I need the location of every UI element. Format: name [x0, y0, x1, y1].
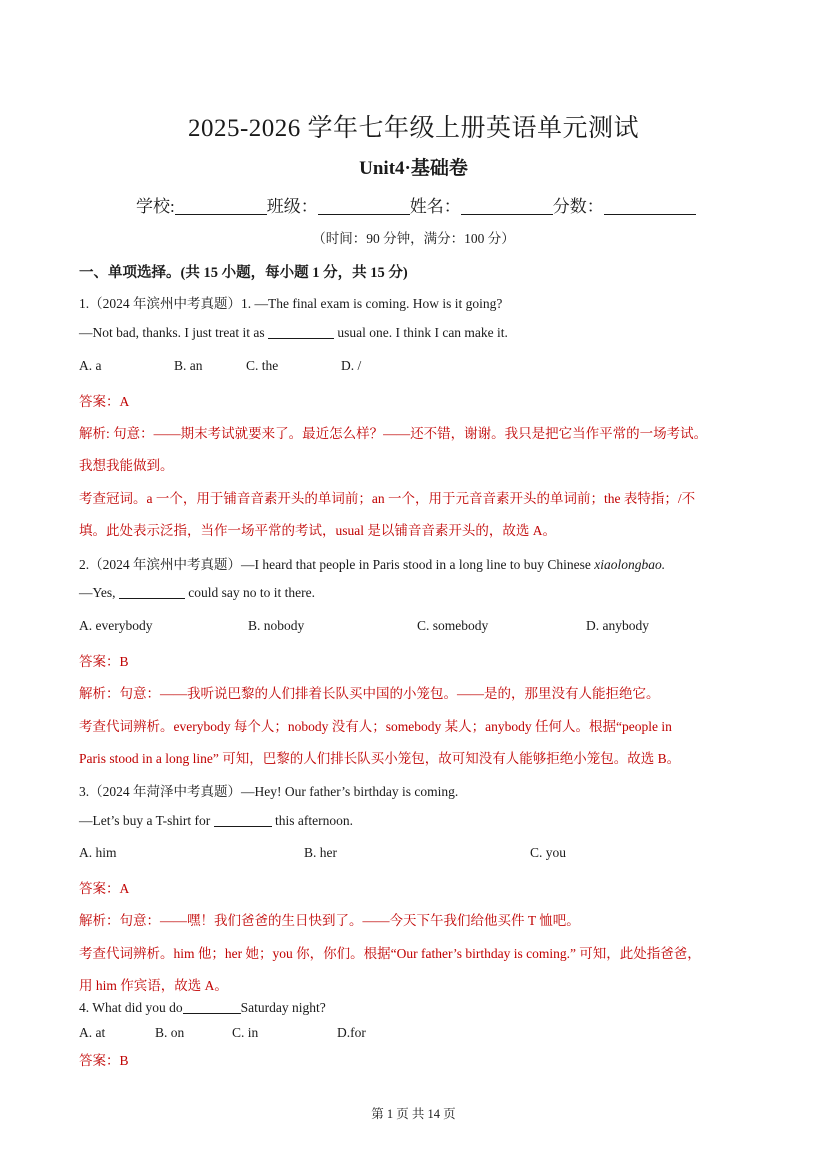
class-blank	[318, 196, 410, 215]
q2-answer: 答案：B	[79, 654, 129, 669]
q1-line2-a: —Not bad, thanks. I just treat it as	[79, 325, 265, 340]
name-blank	[461, 196, 553, 215]
document-subtitle: Unit4·基础卷	[359, 158, 468, 179]
q3-option-c: C. you	[530, 845, 567, 860]
q3-answer: 答案：A	[79, 881, 130, 896]
q1-stem: 1.（2024 年滨州中考真题）1. —The final exam is coming. How is it going?	[79, 296, 503, 311]
q2-explain-3: Paris stood in a long line” 可知，巴黎的人们排长队买小笼包，故可知没有人能够拒绝小笼包。故选 B。	[79, 751, 681, 766]
q1-option-c: C. the	[246, 358, 279, 373]
q4-answer: 答案：B	[79, 1053, 129, 1068]
section-heading: 一、单项选择。(共 15 小题，每小题 1 分，共 15 分)	[79, 265, 408, 281]
school-blank	[175, 196, 267, 215]
q2-option-d: D. anybody	[586, 618, 649, 633]
q2-blank	[119, 585, 185, 599]
q2-stem-b: xiaolongbao.	[594, 557, 666, 572]
q3-line2-b: this afternoon.	[275, 813, 353, 828]
q4-option-c: C. in	[232, 1025, 259, 1040]
q4-stem	[79, 1000, 326, 1016]
q4-stem-b: Saturday night?	[240, 1000, 326, 1015]
q4-blank	[183, 1000, 241, 1014]
class-label: 班级：	[266, 197, 318, 216]
q3-line2	[79, 813, 353, 829]
score-label: 分数：	[552, 197, 604, 216]
q2-option-c: C. somebody	[417, 618, 489, 633]
q1-option-d: D. /	[341, 358, 362, 373]
q3-explain-3: 用 him 作宾语，故选 A。	[79, 978, 228, 993]
q1-options	[79, 358, 779, 376]
q4-stem-a: 4. What did you do	[79, 1000, 183, 1015]
score-blank	[604, 196, 696, 215]
q3-options	[79, 845, 779, 863]
q4-option-b: B. on	[155, 1025, 185, 1040]
q2-stem	[79, 553, 665, 573]
name-label: 姓名：	[409, 197, 461, 216]
q3-explain-2: 考查代词辨析。him 他；her 她；you 你，你们。根据“Our father’s birthday is coming.” 可知，此处指爸爸，	[79, 946, 701, 961]
q1-line2-b: usual one. I think I can make it.	[337, 325, 508, 340]
q3-option-b: B. her	[304, 845, 337, 860]
q1-explain-4: 填。此处表示泛指，当作一场平常的考试，usual 是以铺音音素开头的，故选 A。	[79, 523, 556, 538]
document-title: 2025-2026 学年七年级上册英语单元测试	[187, 115, 640, 142]
q1-explain-2: 我想我能做到。	[79, 458, 174, 473]
q3-stem: 3.（2024 年菏泽中考真题）—Hey! Our father’s birthday is coming.	[79, 784, 459, 799]
q3-option-a: A. him	[79, 845, 117, 860]
q4-option-d: D.for	[337, 1025, 366, 1040]
q2-stem-a: 2.（2024 年滨州中考真题）—I heard that people in Paris stood in a long line to buy Chinese	[79, 557, 591, 572]
q2-options	[79, 618, 779, 636]
page-footer: 第 1 页 共 14 页	[371, 1107, 456, 1121]
q1-blank	[268, 325, 334, 339]
q3-explain-1: 解析：句意：——嘿！我们爸爸的生日快到了。——今天下午我们给他买件 T 恤吧。	[79, 913, 580, 928]
q3-line2-a: —Let’s buy a T-shirt for	[79, 813, 211, 828]
q4-option-a: A. at	[79, 1025, 106, 1040]
school-label: 学校:	[136, 197, 175, 216]
q2-option-b: B. nobody	[248, 618, 305, 633]
q2-explain-2: 考查代词辨析。everybody 每个人；nobody 没有人；somebody 某人；anybody 任何人。根据“people in	[79, 719, 672, 734]
q2-explain-1: 解析：句意：——我听说巴黎的人们排着长队买中国的小笼包。——是的，那里没有人能拒绝它。	[79, 686, 660, 701]
q1-explain-1: 解析: 句意：——期末考试就要来了。最近怎么样？——还不错，谢谢。我只是把它当作平常的一场考试。	[79, 426, 708, 441]
q2-option-a: A. everybody	[79, 618, 153, 633]
q1-answer: 答案：A	[79, 394, 130, 409]
q2-line2	[79, 585, 315, 601]
q1-option-b: B. an	[174, 358, 203, 373]
q1-explain-3: 考查冠词。a 一个，用于铺音音素开头的单词前；an 一个，用于元音音素开头的单词前；the 表特指；/不	[79, 491, 696, 506]
q4-options	[79, 1025, 779, 1043]
time-note: （时间：90 分钟，满分：100 分）	[312, 231, 515, 246]
q2-line2-b: could say no to it there.	[188, 585, 316, 600]
q1-option-a: A. a	[79, 358, 102, 373]
q2-line2-a: —Yes,	[79, 585, 116, 600]
student-info-line	[136, 192, 696, 217]
q3-blank	[214, 813, 272, 827]
q1-line2	[79, 325, 508, 341]
